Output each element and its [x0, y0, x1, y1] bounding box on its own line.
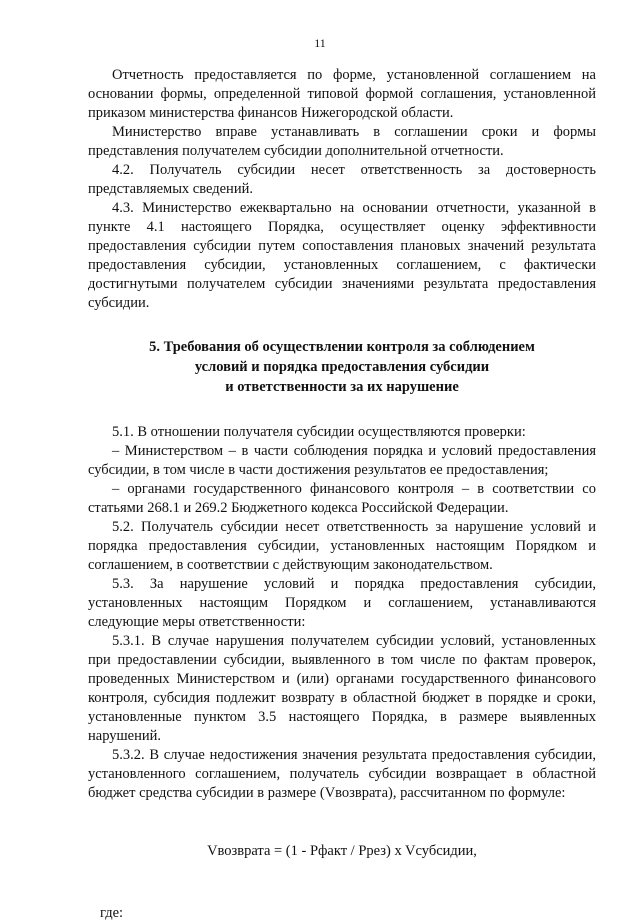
- list-item: – органами государственного финансового контроля – в соответствии со статьями 268.1 и 269.2 Бюджетного кодекса Российской Федерации.: [88, 481, 596, 516]
- list-item: – Министерством – в части соблюдения порядка и условий предоставления субсидии, в том числе в части достижения результатов ее предоставления;: [88, 443, 596, 478]
- paragraph: 5.1. В отношении получателя субсидии осуществляются проверки:: [112, 424, 526, 440]
- page-number: 11: [314, 36, 326, 50]
- formula: Vвозврата = (1 - Pфакт / Pрез) x Vсубсидии,: [207, 843, 477, 859]
- paragraph: 4.3. Министерство ежеквартально на основании отчетности, указанной в пункте 4.1 настоящего Порядка, осуществляет оценку эффективности предоставления субсидии путем сопоставления плановых значений результата предоставления субсидии, установленных соглашением, с фактически достигнутыми получателем субсидии значениями результата предоставления субсидии.: [88, 200, 596, 311]
- section-heading: [88, 337, 596, 397]
- where-label: где:: [100, 905, 124, 921]
- paragraph: 5.3.2. В случае недостижения значения результата предоставления субсидии, установленного соглашением, получатель субсидии возвращает в областной бюджет средства субсидии в размере (Vвозврата), рассчитанном по формуле:: [88, 747, 596, 801]
- section-heading-line: 5. Требования об осуществлении контроля за соблюдением: [149, 339, 535, 355]
- paragraph: Отчетность предоставляется по форме, установленной соглашением на основании формы, определенной типовой формой соглашения, установленной приказом министерства финансов Нижегородской области.: [88, 67, 596, 121]
- document-body: [88, 66, 596, 923]
- section-heading-line: и ответственности за их нарушение: [225, 379, 459, 395]
- section-heading-line: условий и порядка предоставления субсидии: [194, 359, 490, 375]
- paragraph: 4.2. Получатель субсидии несет ответственность за достоверность представляемых сведений.: [88, 162, 596, 197]
- paragraph: 5.3. За нарушение условий и порядка предоставления субсидии, установленных настоящим Порядком и соглашением, устанавливаются следующие меры ответственности:: [88, 576, 596, 630]
- paragraph: 5.3.1. В случае нарушения получателем субсидии условий, установленных при предоставлении субсидии, выявленного в том числе по фактам проверок, проведенных Министерством и (или) органами государственного финансового контроля, субсидия подлежит возврату в областной бюджет в порядке и сроки, установленные пунктом 3.5 настоящего Порядка, в размере выявленных нарушений.: [88, 633, 596, 744]
- paragraph: 5.2. Получатель субсидии несет ответственность за нарушение условий и порядка предоставления субсидии, установленных настоящим Порядком и соглашением, в соответствии с действующим законодательством.: [88, 519, 596, 573]
- paragraph: Министерство вправе устанавливать в соглашении сроки и формы представления получателем субсидии дополнительной отчетности.: [88, 124, 596, 159]
